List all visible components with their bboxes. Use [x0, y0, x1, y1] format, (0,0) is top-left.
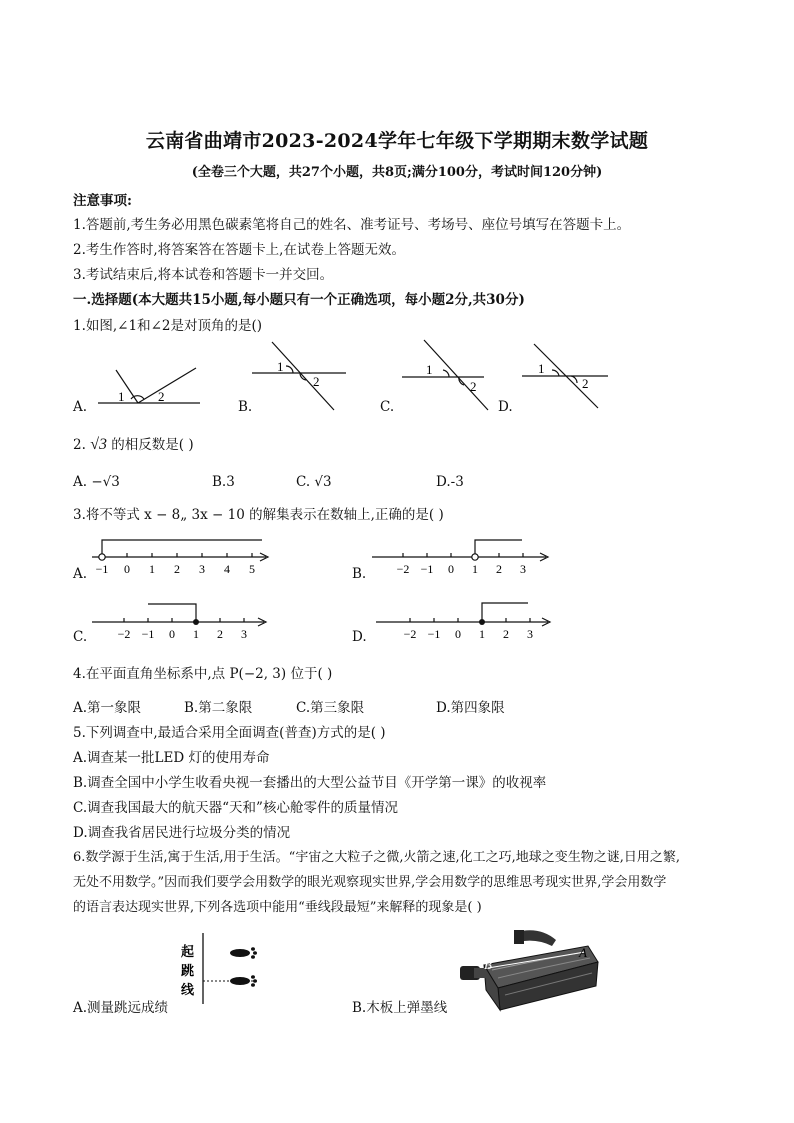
q3-d-tick: 3	[527, 627, 533, 641]
q5-option-b: B.调查全国中小学生收看央视一套播出的大型公益节目《开学第一课》的收视率	[73, 775, 547, 791]
q1-c-label-2: 2	[470, 379, 477, 394]
q3-c-tick: 1	[193, 627, 199, 641]
q3-c-tick: 3	[241, 627, 247, 641]
q2-stem-prefix: 2.	[73, 437, 86, 453]
q3-a-tick: −1	[95, 562, 109, 576]
q1-a-label-2: 2	[158, 389, 165, 404]
q6-line-2: 无处不用数学。”因而我们要学会用数学的眼光观察现实世界,学会用数学的思维思考现实世界,学会用数学	[73, 875, 667, 890]
q5-stem: 5.下列调查中,最适合采用全面调查(普查)方式的是( )	[73, 725, 386, 741]
q2-radical: √3	[90, 436, 107, 453]
q3-d-tick: 1	[479, 627, 485, 641]
wood-board-illustration	[460, 930, 598, 1010]
q3-b-tick: 3	[520, 562, 526, 576]
q2-option-a: A. −√3	[73, 474, 120, 490]
q3-b-tick: −1	[420, 562, 434, 576]
q1-a-label-1: 1	[118, 389, 125, 404]
q3-b-tick: 0	[448, 562, 454, 576]
q3-c-tick: 0	[169, 627, 175, 641]
q3-option-b: B.	[352, 566, 367, 582]
q3-a-tick: 2	[174, 562, 180, 576]
q3-b-tick: 2	[496, 562, 502, 576]
q6-line-1: 6.数学源于生活,寓于生活,用于生活。“宇宙之大粒子之微,火箭之速,化工之巧,地球之变生物之谜,日用之繁,	[73, 850, 680, 865]
q3-a-tick: 3	[199, 562, 205, 576]
q3-option-c: C.	[73, 629, 88, 645]
page-subtitle: (全卷三个大题，共27个小题，共8页;满分100分，考试时间120分钟)	[191, 165, 603, 180]
q3-b-tick: 1	[472, 562, 478, 576]
q3-c-tick: 2	[217, 627, 223, 641]
q3-a-tick: 4	[224, 562, 230, 576]
jump-line-label: 起	[181, 944, 195, 959]
q4-option-d: D.第四象限	[436, 700, 505, 716]
q1-b-label-2: 2	[313, 374, 320, 389]
q5-option-d: D.调查我省居民进行垃圾分类的情况	[73, 825, 291, 841]
q3-d-tick: 2	[503, 627, 509, 641]
q6-line-3: 的语言表达现实世界,下列各选项中能用“垂线段最短”来解释的现象是( )	[73, 900, 482, 915]
q4-option-c: C.第三象限	[296, 700, 365, 716]
q3-b-tick: −2	[396, 562, 410, 576]
jump-line-label: 跳	[181, 963, 195, 978]
q1-option-d: D.	[498, 399, 513, 415]
q5-option-a: A.调查某一批LED 灯的使用寿命	[73, 750, 270, 766]
q2-stem-suffix: 的相反数是( )	[111, 437, 194, 453]
q3-option-d: D.	[352, 629, 367, 645]
q6-option-b: B.木板上弹墨线	[352, 1000, 448, 1016]
q5-option-c: C.调查我国最大的航天器“天和”核心舱零件的质量情况	[73, 800, 398, 816]
notice-heading: 注意事项:	[73, 193, 132, 209]
q1-b-label-1: 1	[277, 359, 284, 374]
page-title: 云南省曲靖市2023-2024学年七年级下学期期末数学试题	[145, 130, 649, 152]
q3-a-tick: 1	[149, 562, 155, 576]
q1-c-label-1: 1	[426, 362, 433, 377]
q3-d-tick: −1	[427, 627, 441, 641]
q3-c-tick: −2	[117, 627, 131, 641]
q4-option-b: B.第二象限	[184, 700, 253, 716]
point-a-label: A	[579, 945, 587, 960]
q2-option-d: D.-3	[436, 474, 464, 490]
q4-option-a: A.第一象限	[73, 700, 142, 716]
q6-option-a: A.测量跳远成绩	[73, 1000, 169, 1016]
point-b-label: B	[484, 957, 492, 972]
q3-d-tick: −2	[403, 627, 417, 641]
q3-c-tick: −1	[141, 627, 155, 641]
notice-item-3: 3.考试结束后,将本试卷和答题卡一并交回。	[73, 267, 334, 283]
q1-stem: 1.如图,∠1和∠2是对顶角的是()	[73, 318, 263, 334]
q1-d-label-2: 2	[582, 376, 589, 391]
q3-option-a: A.	[73, 566, 88, 582]
q3-a-tick: 5	[249, 562, 255, 576]
q1-option-b: B.	[238, 399, 253, 415]
q3-stem: 3.将不等式 x − 8„ 3x − 10 的解集表示在数轴上,正确的是( )	[73, 507, 444, 523]
q2-option-b: B.3	[212, 474, 235, 490]
q1-option-a: A.	[73, 399, 88, 415]
q1-d-label-1: 1	[538, 361, 545, 376]
q3-a-tick: 0	[124, 562, 130, 576]
notice-item-2: 2.考生作答时,将答案答在答题卡上,在试卷上答题无效。	[73, 242, 405, 258]
notice-item-1: 1.答题前,考生务必用黑色碳素笔将自己的姓名、准考证号、考场号、座位号填写在答题卡上。	[73, 217, 631, 233]
q3-d-tick: 0	[455, 627, 461, 641]
q1-option-c: C.	[380, 399, 395, 415]
q2-option-c: C. √3	[296, 474, 332, 490]
jump-line-label: 线	[181, 982, 195, 997]
section-1-heading: 一.选择题(本大题共15小题,每小题只有一个正确选项，每小题2分,共30分)	[73, 292, 525, 308]
q4-stem: 4.在平面直角坐标系中,点 P(−2, 3) 位于( )	[73, 666, 333, 682]
